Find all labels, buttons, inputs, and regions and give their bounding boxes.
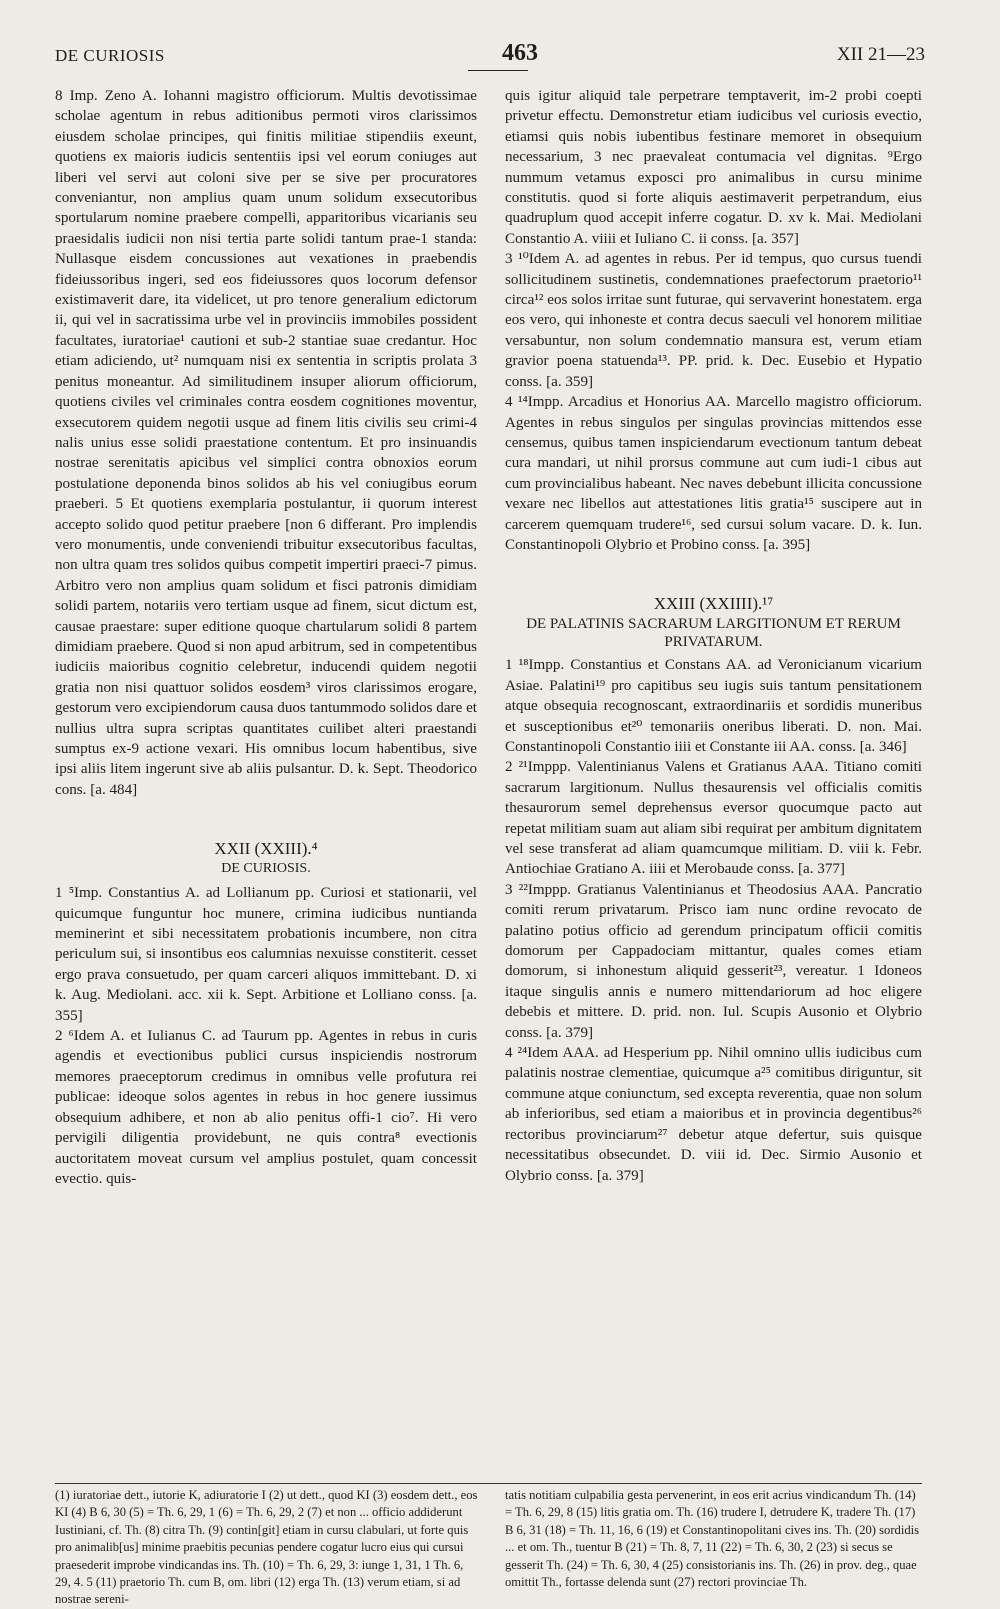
section-title: XXIII (XXIIII).¹⁷: [653, 594, 774, 614]
header-left-title: DE CURIOSIS: [55, 46, 165, 65]
footnotes-left: (1) iuratoriae dett., iutorie K, adiuratorie I (2) ut dett., quod KI (3) eosdem dett., eos KI (4) B 6, 30 (5) = Th. 6, 29, 1 (6) = Th. 6, 29, 2 (7) et non ... officio addiderunt Iustiniani, cf. Th. (8) citra Th. (9) contin[git] etiam in cursu clabulari, ut forte quis pro animalib[us] minime praebitis pecunias pendere cogatur lucro eius qui cursui praesederit improbe vindicandas ins. Th. (10) = Th. 6, 29, 3: iunge 1, 31, 1 Th. 6, 29, 4. 5 (11) praetorio Th. cum B, om. libri (12) erga Th. (13) verum etiam, si ad nostrae sereni-: [55, 1488, 478, 1607]
page-number-rule: [468, 70, 528, 71]
header-right-ref: XII 21—23: [836, 44, 925, 65]
footnote-divider: [55, 1483, 922, 1484]
page-number: 463: [502, 40, 538, 66]
left-column: [55, 86, 477, 1189]
law-paragraph: 8 Imp. Zeno A. Iohanni magistro officiorum. Multis devotissimae scholae agentum in rebus aditionibus permoti viros clarissimos eiusdem scholae principes, qui finitis militiae stipendiis exeunt, quotiens ex maioris iudicis sententiis ipsi vel eorum coniuges aut liberi vel servi aut coloni sive per se sive per procuratores conveniantur, non amplius quam unum solidum exsecutoribus sportularum nomine praebere compelli, apparitoribus vicarianis seu praesidalis iudicii non nisi tertia parte solidi tantum prae-1 standa: Nullasque eisdem concussiones aut vexationes in praebendis fideiussoribus ingeri, sed eos fideiussores quos locorum defensor existimaverit dare, ita videlicet, ut pro tenore generalium edictorum ii, qui vel in sacratissima urbe vel in provinciis immobiles possident facultates, iuratoriae¹ cautioni et sub-2 stantiae suae credantur. Hoc etiam adiciendo, ut² numquam nisi ex sententia in scriptis prolata 3 penitus moneantur. Ad similitudinem insuper aliorum officiorum, quotiens civiles vel criminales contra eosdem cognitiones moventur, exsecutorem quidem negotii usque ad finem litis civilis seu crimi-4 nalis unius esse solidi praestatione contentum. Et pro insinuandis nostrae serenitatis apicibus vel simplici contra obnoxios eorum postulatione deponenda binos solidos ab his vel coniugibus eorum praeberi. 5 Et quotiens exemplaria postulantur, ii quorum interest accepto solido quod petitur praebere [non 6 differant. Pro implendis vero monumentis, unde conveniendi tribuitur exsecutoribus facultas, non ultra quam tres solidos quibus competit impertiri praeci-7 pimus. Arbitro vero non amplius quam solidum et fisci patronis dimidiam solidi partem, notariis vero tertiam usque ad finem, sicut dictum est, causae praestare: super editione quoque chartularum solidi 8 partem dimidiam praebere. Quod si non apud arbitrum, sed in competentibus iudiciis maioribus cognitio celebretur, inducendi quidem negotii gratia non nisi quattuor solidos eosdem³ viros clarissimos erogare, gestorum vero excipiendorum causa duos tantummodo solidos dare et nullius ultra supra scriptas quantitates cuilibet alteri praestandi sumptus ex-9 actione vexari. His omnibus locum habentibus, sive ipsi aliis litem ingerunt sive ab aliis pulsantur. D. k. Sept. Theodorico cons. [a. 484]: [55, 88, 477, 798]
section-title: XXII (XXIII).⁴: [214, 839, 318, 859]
law-paragraph: 3 ²²Imppp. Gratianus Valentinianus et Theodosius AAA. Pancratio comiti rerum privatarum. Prisco iam nunc ordine revocato de palatino potius officio ad gerendum principatum officii comitis domorum per Cappadociam mittantur, quales comes etiam domorum, si inhonestum aliquid gesserit²³, vereatur. 1 Idoneos itaque singulis annis e numero mittendariorum ad hoc eligere debebis et mittere. D. prid. non. Iul. Scupis Ausonio et Olybrio conss. [a. 379]: [505, 881, 922, 1041]
law-paragraph: 1 ¹⁸Impp. Constantius et Constans AA. ad Veronicianum vicarium Asiae. Palatini¹⁹ pro capitibus seu iugis suis tantum pensitationem atque obsequia recognoscant, extraordinariis et sordidis muneribus et susceptionibus et²⁰ temonariis oneribus liberati. D. non. Mai. Constantinopoli Constantio iiii et Constante iii AA. conss. [a. 346]: [505, 657, 922, 755]
law-paragraph: 4 ²⁴Idem AAA. ad Hesperium pp. Nihil omnino ullis iudicibus cum palatinis nostrae clementiae, quicumque a²⁵ comitibus diriguntur, sit commune atque coniunctum, sed excepta reverentia, quae non solum ab inferioribus, sed etiam a maioribus et in provincia degentibus²⁶ rectoribus provinciarum²⁷ debetur atque defertur, suis quisque necessitatibus obsecundet. D. viii id. Dec. Sirmio Ausonio et Olybrio conss. [a. 379]: [505, 1045, 922, 1184]
footnotes-right: tatis notitiam culpabilia gesta pervenerint, in eos erit acrius vindicandum Th. (14) = Th. 6, 29, 8 (15) litis gratia om. Th. (16) trudere I, detrudere K, tradere Th. (17) B 6, 31 (18) = Th. 11, 16, 6 (19) et Constantinopolitani cives ins. Th. (20) sordidis ... et om. Th., tuentur B (21) = Th. 8, 7, 11 (22) = Th. 6, 30, 2 (23) si secus se gesserit Th. (24) = Th. 6, 30, 4 (25) consistorianis ins. Th. (26) in prov. deg., quae omittit Th., fortasse delenda sunt (27) rectori provinciae Th.: [505, 1488, 920, 1590]
law-paragraph: quis igitur aliquid tale perpetrare temptaverit, im-2 probi coepti privetur effectu. Demonstretur etiam iudicibus vel curiosis evectio, etiamsi quis nobis iubentibus festinare memoret in obsequium necessarium, 3 nec praevaleat contumacia vel dignitas. ⁹Ergo nummum vetamus exposci pro animalibus in cursu minime constitutis. quod si forte aliquis aestimaverit perpetrandum, eius quadruplum quod accepit inferre cogatur. D. xv k. Mai. Mediolani Constantio A. viiii et Iuliano C. ii conss. [a. 357]: [505, 88, 922, 247]
section-subtitle: DE CURIOSIS.: [221, 861, 311, 877]
right-column: [505, 86, 922, 1186]
section-subtitle: DE PALATINIS SACRARUM LARGITIONUM ET RERUM PRIVATARUM.: [526, 616, 901, 651]
running-header: [55, 40, 925, 68]
law-paragraph: 2 ⁶Idem A. et Iulianus C. ad Taurum pp. Agentes in rebus in curis agendis et evectionibus publici cursus inspiciendis nostrorum memores praeceptorum credimus in omnibus velle profutura rei publicae: ideoque solos agentes in rebus in hoc genere iussimus obsequium adhibere, et non ab alio penitus offi-1 cio⁷. Hi vero pervigili diligentia providebunt, ne quis contra⁸ evectionis auctoritatem moveat cursum vel amplius postulet, quam concessit evectio. quis-: [55, 1028, 477, 1187]
law-paragraph: 1 ⁵Imp. Constantius A. ad Lollianum pp. Curiosi et stationarii, vel quicumque funguntur hoc munere, crimina iudicibus nuntianda meminerint et sibi necessitatem probationis incumbere, non citra periculum sui, si insontibus eos calumnias nexuisse constiterit. cesset ergo prava consuetudo, per quam carceri aliquos immittebant. D. xi k. Aug. Mediolani. acc. xii k. Sept. Arbitione et Lolliano conss. [a. 355]: [55, 885, 477, 1024]
law-paragraph: 2 ²¹Imppp. Valentinianus Valens et Gratianus AAA. Titiano comiti sacrarum largitionum. Nullus thesaurensis vel officialis comitis thesaurorum semel deprehensus eversor quocumque pacto aut repetat militiam suam aut aliam sibi requirat per ambitum dignitatem vel sese transferat ad aliam quamcumque militiam. D. viii k. Febr. Antiochiae Gratiano A. iiii et Merobaude conss. [a. 377]: [505, 759, 922, 878]
law-paragraph: 3 ¹⁰Idem A. ad agentes in rebus. Per id tempus, quo cursus tuendi sollicitudinem sustinetis, condemnationes praefectorum praetorio¹¹ circa¹² eos solos irritae sunt futurae, qui servaverint honestatem. erga eos vero, qui inhoneste et contra decus saeculi vel honorem militiae versabuntur, non solum condemnatio mansura est, verum etiam gravior poena statuenda¹³. PP. prid. k. Dec. Eusebio et Hypatio conss. [a. 359]: [505, 251, 922, 390]
law-paragraph: 4 ¹⁴Impp. Arcadius et Honorius AA. Marcello magistro officiorum. Agentes in rebus singulos per singulas provincias mittendos esse censemus, quibus tamen inspiciendarum evectionum tantum debeat cura mandari, ut nihil prorsus commune aut cum iudi-1 cibus aut cum provincialibus habeant. Nec naves debebunt illicita concussione vexare nec libellos aut attestationes litis gratia¹⁵ suscipere aut in carcerem quemquam trudere¹⁶, sed cursui solum vacare. D. k. Iun. Constantinopoli Olybrio et Probino conss. [a. 395]: [505, 394, 922, 553]
